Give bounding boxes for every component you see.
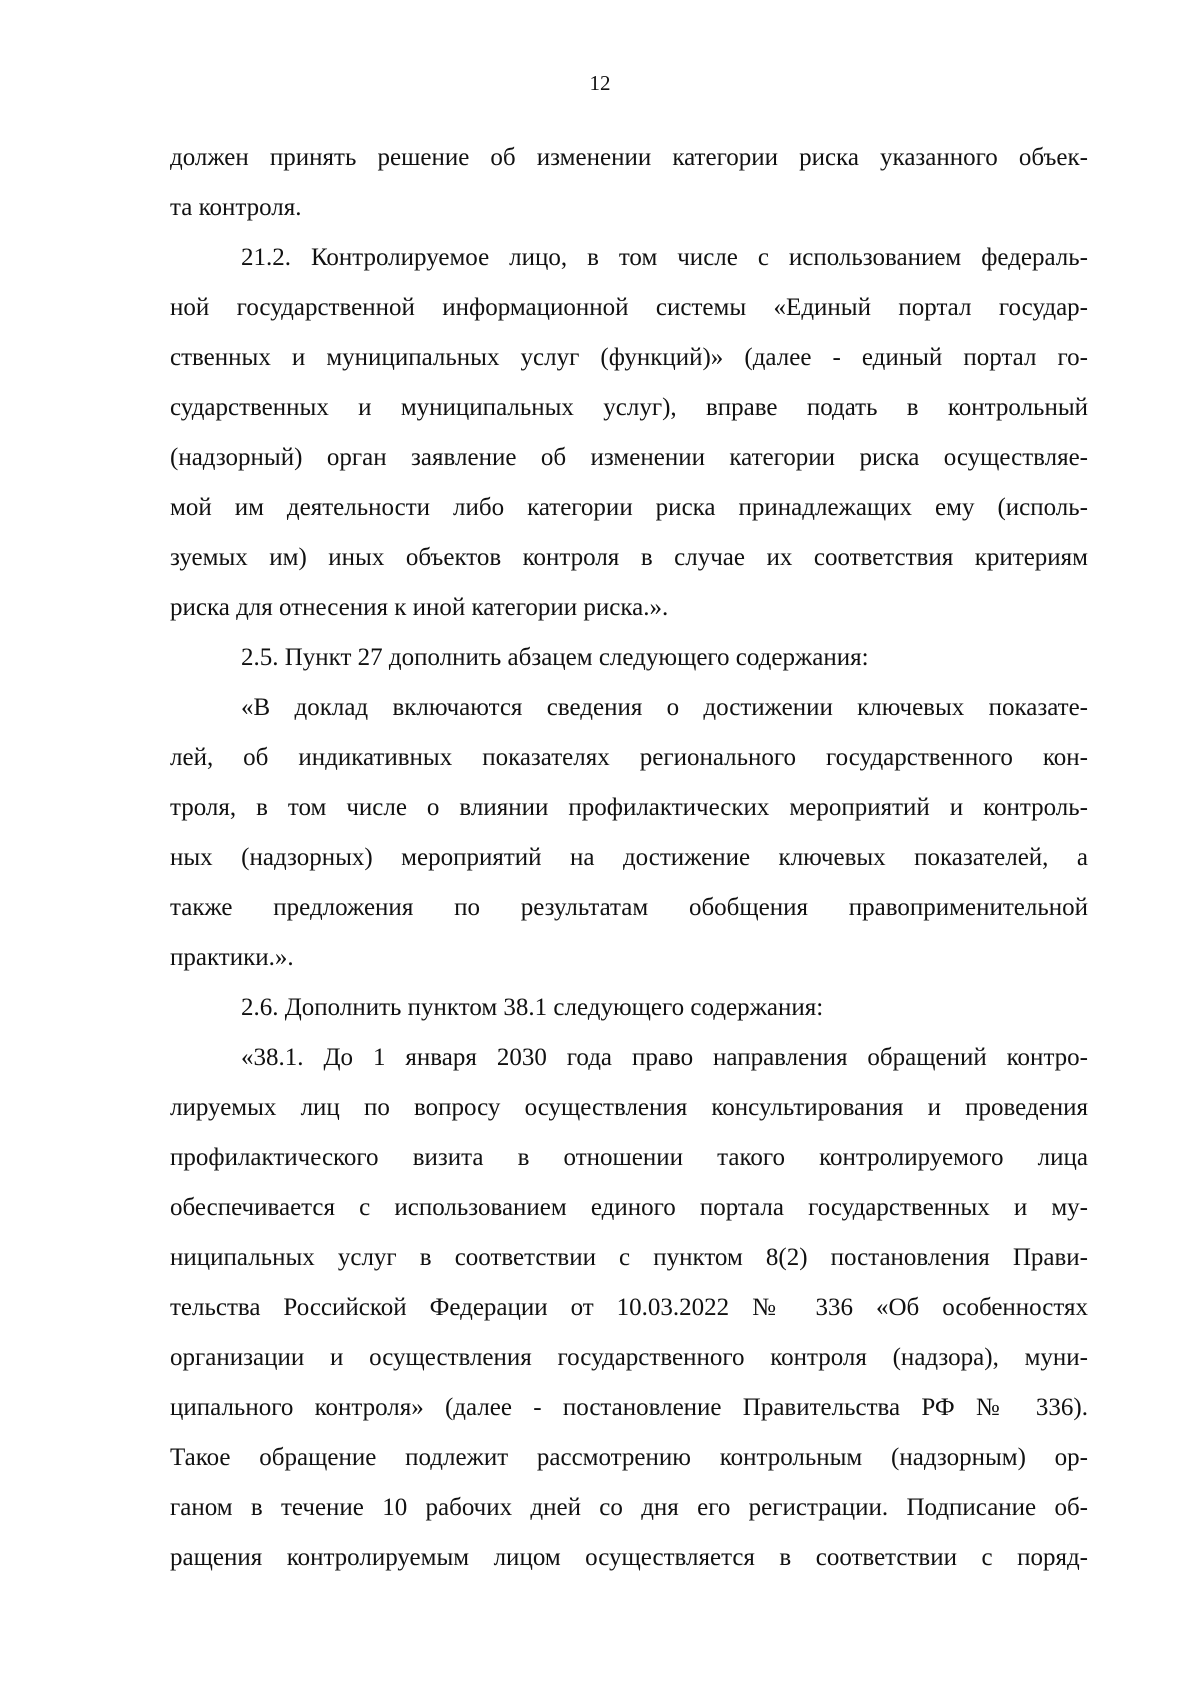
paragraph-start-line: 2.5. Пункт 27 дополнить абзацем следующего содержания: [241,644,869,671]
text-line: лей, об индикативных показателях регионального государственного кон- [170,744,1088,771]
text-line: ственных и муниципальных услуг (функций)» (далее - единый портал го- [170,344,1088,371]
text-line: троля, в том числе о влиянии профилактических мероприятий и контроль- [170,794,1088,821]
paragraph-start-line: «В доклад включаются сведения о достижении ключевых показате- [241,694,1088,721]
text-line: профилактического визита в отношении такого контролируемого лица [170,1144,1088,1171]
document-body [170,133,1088,1583]
text-line: обеспечивается с использованием единого портала государственных и му- [170,1194,1088,1221]
text-line: Такое обращение подлежит рассмотрению контрольным (надзорным) ор- [170,1444,1088,1471]
text-line: должен принять решение об изменении категории риска указанного объек- [170,144,1088,171]
text-line: ниципальных услуг в соответствии с пунктом 8(2) постановления Прави- [170,1244,1088,1271]
page-number: 12 [589,71,611,95]
text-line: ращения контролируемым лицом осуществляется в соответствии с поряд- [170,1544,1088,1571]
text-line: также предложения по результатам обобщения правоприменительной [170,894,1088,921]
paragraph-start-line: 21.2. Контролируемое лицо, в том числе с использованием федераль- [241,244,1088,271]
text-line: та контроля. [170,194,302,221]
paragraph-start-line: 2.6. Дополнить пунктом 38.1 следующего содержания: [241,994,824,1021]
text-line: лируемых лиц по вопросу осуществления консультирования и проведения [170,1094,1088,1121]
text-line: зуемых им) иных объектов контроля в случае их соответствия критериям [170,544,1088,571]
text-line: практики.». [170,944,294,971]
text-line: ной государственной информационной системы «Единый портал государ- [170,294,1088,321]
text-line: сударственных и муниципальных услуг), вправе подать в контрольный [170,394,1088,421]
text-line: ных (надзорных) мероприятий на достижение ключевых показателей, а [170,844,1088,871]
text-line: ганом в течение 10 рабочих дней со дня его регистрации. Подписание об- [170,1494,1088,1521]
text-line: мой им деятельности либо категории риска принадлежащих ему (исполь- [170,494,1088,521]
text-line: тельства Российской Федерации от 10.03.2022 № 336 «Об особенностях [170,1294,1088,1321]
text-line: (надзорный) орган заявление об изменении категории риска осуществляе- [170,444,1088,471]
paragraph-start-line: «38.1. До 1 января 2030 года право направления обращений контро- [241,1044,1088,1071]
text-line: ципального контроля» (далее - постановление Правительства РФ № 336). [170,1394,1088,1421]
text-line: организации и осуществления государственного контроля (надзора), муни- [170,1344,1088,1371]
text-line: риска для отнесения к иной категории риска.». [170,594,669,621]
